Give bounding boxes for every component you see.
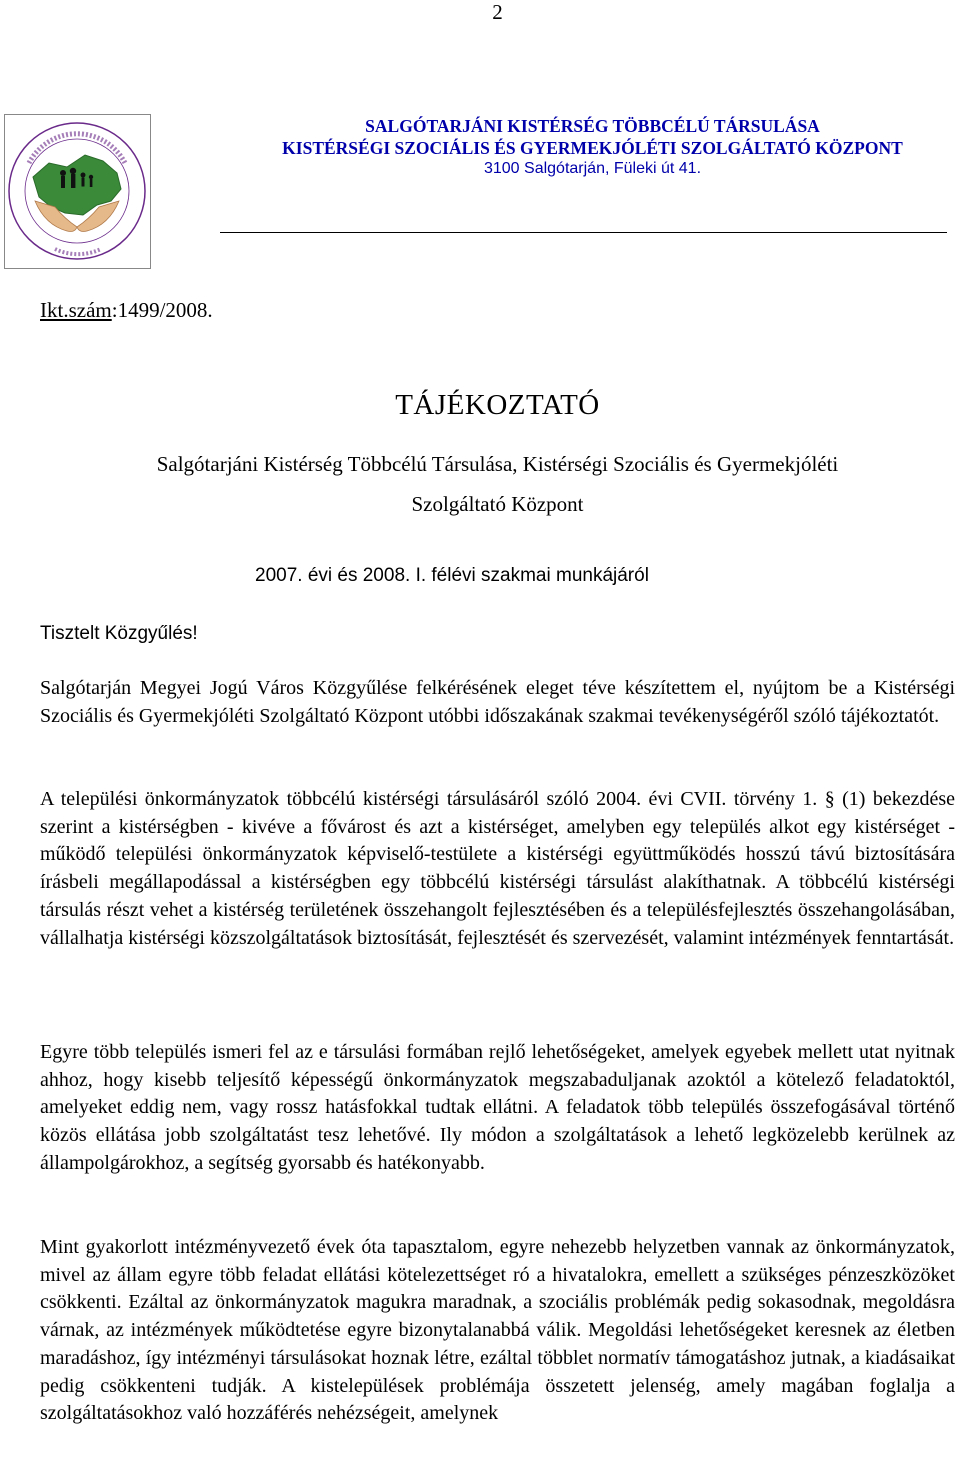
document-title: TÁJÉKOZTATÓ: [395, 389, 600, 421]
subtitle-line-2: Szolgáltató Központ: [411, 492, 584, 516]
letterhead-divider: [220, 232, 947, 233]
org-name-line-2: KISTÉRSÉGI SZOCIÁLIS ÉS GYERMEKJÓLÉTI SZOLGÁLTATÓ KÖZPONT: [282, 138, 903, 158]
reference-label: Ikt.szám: [40, 298, 112, 322]
organization-logo: [4, 114, 151, 269]
paragraph: Salgótarján Megyei Jogú Város Közgyűlése felkérésének eleget téve készítettem el, nyújtom be a Kistérségi Szociális és Gyermekjóléti Szolgáltató Központ utóbbi időszakának szakmai tevékenységéről szóló tájékoztatót.: [40, 677, 955, 727]
reference-value: :1499/2008.: [111, 298, 213, 322]
logo-emblem-icon: [5, 115, 150, 268]
page-number: 2: [492, 0, 503, 24]
paragraph: Egyre több település ismeri fel az e társulási formában rejlő lehetőségeket, amelyek egyebek mellett utat nyitnak ahhoz, hogy kisebb teljesítő képességű önkormányzatok megszabaduljanak azoktól a kötelező feladatoktól, amelyeket eddig nem, vagy rossz hatásfokkal tudtak ellátni. A feladatok több település összefogásával történő közös ellátása jobb szolgáltatást tesz lehetővé. Ily módon a szolgáltatások a lehető legközelebb kerülnek az állampolgárokhoz, a segítség gyorsabb és hatékonyabb.: [40, 1041, 955, 1174]
reference-number: [40, 298, 213, 323]
report-period: 2007. évi és 2008. I. félévi szakmai munkájáról: [255, 565, 649, 586]
org-address: 3100 Salgótarján, Füleki út 41.: [483, 160, 702, 177]
salutation: Tisztelt Közgyűlés!: [40, 623, 198, 644]
subtitle-line-1: Salgótarjáni Kistérség Többcélú Társulása, Kistérségi Szociális és Gyermekjóléti: [156, 452, 839, 476]
org-name-line-1: SALGÓTARJÁNI KISTÉRSÉG TÖBBCÉLÚ TÁRSULÁSA: [365, 116, 820, 136]
letterhead: [190, 115, 960, 179]
paragraph: Mint gyakorlott intézményvezető évek óta tapasztalom, egyre nehezebb helyzetben vannak az önkormányzatok, mivel az állam egyre több feladat ellátási kötelezettséget ró a hivatalokra, emellett a szükséges pénzeszközöket csökkenti. Ezáltal az önkormányzatok magukra maradnak, a szociális problémák pedig sokasodnak, megoldásra várnak, az intézmények működtetése egyre bizonytalanabbá válik. Megoldási lehetőségeket keresnek az életben maradáshoz, így intézményi társulásokat hoznak létre, ezáltal többlet normatív támogatáshoz jutnak, a kiadásaikat pedig csökkenteni tudják. A kistelepülések problémája összetett jelenség, amely magában foglalja a szolgáltatásokhoz való hozzáférés nehézségeit, amelynek: [40, 1236, 955, 1425]
paragraph: A települési önkormányzatok többcélú kistérségi társulásáról szóló 2004. évi CVII. törvény 1. § (1) bekezdése szerint a kistérségben - kivéve a fővárost és azt a kistérséget, amelyben egy település alkot egy kistérséget - működő települési önkormányzatok képviselő-testülete a kistérségi együttműködés hosszú távú biztosítására írásbeli megállapodással a kistérségben egy többcélú kistérségi társulást alakíthatnak. A többcélú kistérségi társulás részt vehet a kistérség területének összehangolt fejlesztésében és a településfejlesztés összehangolásában, vállalhatja kistérségi közszolgáltatások biztosítását, fejlesztését és szervezését, valamint intézmények fenntartását.: [40, 788, 955, 949]
